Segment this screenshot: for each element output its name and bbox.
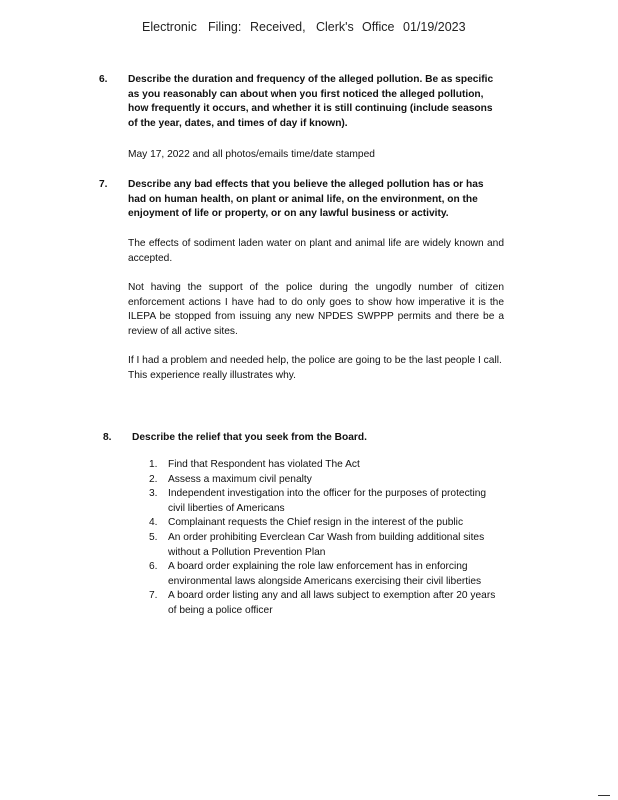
header-word-electronic: Electronic [142, 20, 197, 34]
list-item-text: A board order explaining the role law enforcement has in enforcing environmental laws alongside Americans exercising their civil liberties [168, 561, 482, 587]
list-item-text: A board order listing any and all laws subject to exemption after 20 years of being a police officer [168, 590, 496, 616]
header-word-clerks: Clerk's [316, 20, 354, 34]
list-item [149, 487, 501, 516]
list-item [149, 589, 501, 618]
relief-list [149, 458, 501, 619]
page-corner-mark [598, 795, 610, 796]
list-item-number: 4. [149, 517, 158, 529]
list-item-text: Find that Respondent has violated The Act [168, 459, 360, 470]
question-text: Describe any bad effects that you believe the alleged pollution has or has had on human health, on plant or animal life, on the environment, on the enjoyment of life or property, or on any lawful business or activity. [128, 179, 484, 220]
list-item-number: 2. [149, 473, 158, 485]
list-item [149, 458, 501, 473]
question-text: Describe the relief that you seek from the Board. [132, 432, 367, 443]
question-number: 8. [103, 432, 112, 443]
list-item [149, 560, 501, 589]
header-date: 01/19/2023 [403, 20, 466, 34]
list-item [149, 531, 501, 560]
list-item-number: 6. [149, 561, 158, 573]
list-item-text: Independent investigation into the officer for the purposes of protecting civil liberties of Americans [168, 488, 487, 514]
question-6 [99, 73, 504, 131]
question-text: Describe the duration and frequency of the alleged pollution. Be as specific as you reasonably can about when you first noticed the alleged pollution, how frequently it occurs, and whether it is still continuing (include seasons of the year, dates, and times of day if known). [128, 74, 494, 129]
header-word-office: Office [362, 20, 395, 34]
answer-7-paragraph-3: If I had a problem and needed help, the police are going to be the last people I call. This experience really illustrates why. [128, 355, 502, 381]
question-7 [99, 178, 504, 222]
list-item [149, 516, 501, 531]
answer-7-paragraph-1: The effects of sodiment laden water on plant and animal life are widely known and accepted. [128, 238, 504, 264]
answer-7-paragraph-2: Not having the support of the police during the ungodly number of citizen enforcement actions I have had to do only goes to show how imperative it is the ILEPA be stopped from issuing any new NPDES SWPPP permits and there be a review of all active sites. [128, 282, 504, 337]
list-item-number: 3. [149, 488, 158, 500]
header-word-filing: Filing: [208, 20, 242, 34]
question-number: 7. [99, 179, 108, 190]
header-word-received: Received, [250, 20, 306, 34]
list-item-number: 1. [149, 459, 158, 470]
list-item-text: An order prohibiting Everclean Car Wash from building additional sites without a Pollution Prevention Plan [168, 531, 485, 558]
list-item-text: Complainant requests the Chief resign in the interest of the public [168, 517, 464, 529]
list-item-number: 7. [149, 590, 158, 602]
answer-6-paragraph: May 17, 2022 and all photos/emails time/date stamped [128, 149, 375, 160]
list-item-number: 5. [149, 531, 158, 543]
question-8 [103, 431, 508, 446]
question-number: 6. [99, 74, 108, 85]
list-item-text: Assess a maximum civil penalty [168, 473, 312, 485]
list-item [149, 473, 501, 488]
